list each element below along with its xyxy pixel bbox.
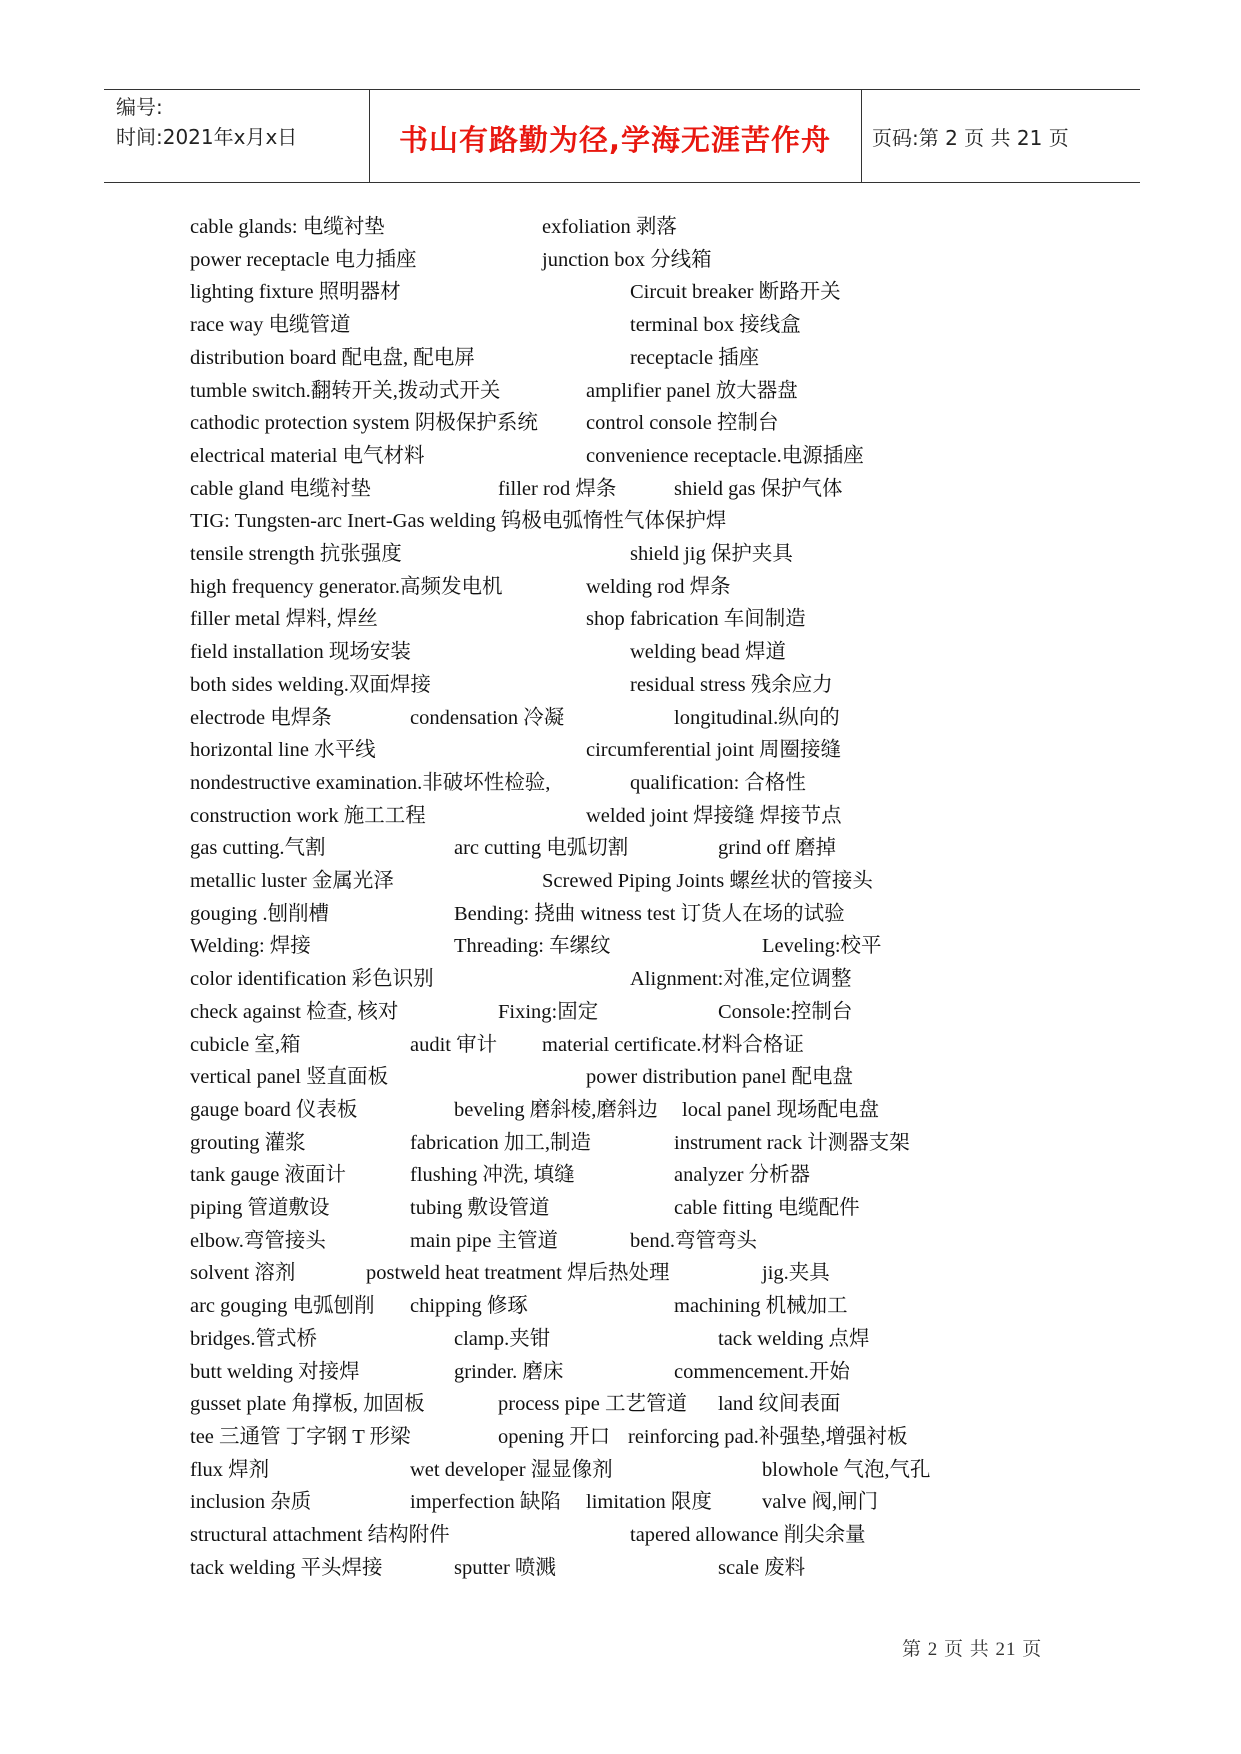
glossary-term: residual stress 残余应力 bbox=[630, 673, 833, 696]
glossary-term: cable glands: 电缆衬垫 bbox=[190, 216, 385, 238]
glossary-term: power distribution panel 配电盘 bbox=[586, 1066, 854, 1089]
glossary-term: beveling 磨斜棱,磨斜边 bbox=[454, 1098, 658, 1121]
glossary-term: cathodic protection system 阴极保护系统 bbox=[190, 412, 538, 435]
glossary-row bbox=[0, 1031, 1241, 1063]
glossary-term: fabrication 加工,制造 bbox=[410, 1131, 592, 1154]
glossary-term: main pipe 主管道 bbox=[410, 1229, 559, 1252]
glossary-term: condensation 冷凝 bbox=[410, 706, 565, 729]
glossary-term: piping 管道敷设 bbox=[190, 1197, 330, 1219]
glossary-term: scale 废料 bbox=[718, 1556, 806, 1579]
glossary-term: TIG: Tungsten-arc Inert-Gas welding 钨极电弧惰性气体保护焊 bbox=[190, 510, 727, 533]
glossary-term: welded joint 焊接缝 焊接节点 bbox=[586, 804, 842, 827]
glossary-term: terminal box 接线盒 bbox=[630, 314, 801, 337]
glossary-row bbox=[0, 1521, 1241, 1553]
glossary-term: tubing 敷设管道 bbox=[410, 1197, 550, 1219]
glossary-row bbox=[0, 932, 1241, 964]
glossary-row bbox=[0, 278, 1241, 310]
glossary-term: receptacle 插座 bbox=[630, 346, 760, 369]
glossary-row bbox=[0, 1129, 1241, 1161]
glossary-term: sputter 喷溅 bbox=[454, 1556, 556, 1579]
glossary-term: flux 焊剂 bbox=[190, 1458, 270, 1481]
document-number-label: 编号: bbox=[116, 95, 163, 119]
glossary-term: clamp.夹钳 bbox=[454, 1327, 551, 1350]
glossary-term: Welding: 焊接 bbox=[190, 935, 311, 958]
glossary-term: longitudinal.纵向的 bbox=[674, 706, 840, 729]
glossary-term: cable fitting 电缆配件 bbox=[674, 1197, 860, 1219]
glossary-term: arc cutting 电弧切割 bbox=[454, 837, 629, 860]
glossary-term: welding rod 焊条 bbox=[586, 575, 731, 598]
glossary-term: limitation 限度 bbox=[586, 1491, 712, 1514]
header-meta bbox=[116, 92, 297, 152]
glossary-row bbox=[0, 311, 1241, 343]
glossary-term: Leveling:校平 bbox=[762, 935, 882, 958]
glossary-term: filler rod 焊条 bbox=[498, 477, 617, 500]
glossary-term: shield jig 保护夹具 bbox=[630, 543, 793, 565]
glossary-term: exfoliation 剥落 bbox=[542, 216, 677, 238]
glossary-term: audit 审计 bbox=[410, 1033, 498, 1056]
glossary-term: opening 开口 bbox=[498, 1425, 611, 1448]
glossary-row bbox=[0, 1063, 1241, 1095]
glossary-term: color identification 彩色识别 bbox=[190, 968, 434, 991]
glossary-term: tank gauge 液面计 bbox=[190, 1164, 346, 1187]
glossary-term: structural attachment 结构附件 bbox=[190, 1524, 450, 1546]
glossary-term: valve 阀,闸门 bbox=[762, 1491, 879, 1514]
glossary-term: tapered allowance 削尖余量 bbox=[630, 1524, 866, 1546]
glossary-term: field installation 现场安装 bbox=[190, 641, 411, 664]
glossary-term: bridges.管式桥 bbox=[190, 1327, 317, 1350]
glossary-term: jig.夹具 bbox=[762, 1262, 830, 1285]
glossary-term: material certificate.材料合格证 bbox=[542, 1033, 804, 1056]
glossary-row bbox=[0, 442, 1241, 474]
glossary-row bbox=[0, 1488, 1241, 1520]
glossary-row bbox=[0, 769, 1241, 801]
glossary-row bbox=[0, 867, 1241, 899]
glossary-row bbox=[0, 605, 1241, 637]
glossary-term: gouging .刨削槽 bbox=[190, 902, 329, 925]
glossary-term: reinforcing pad.补强垫,增强衬板 bbox=[628, 1425, 908, 1448]
glossary-term: solvent 溶剂 bbox=[190, 1262, 296, 1285]
glossary-term: gusset plate 角撑板, 加固板 bbox=[190, 1393, 425, 1416]
glossary-row bbox=[0, 1161, 1241, 1193]
glossary-term: nondestructive examination.非破坏性检验, bbox=[190, 771, 551, 794]
glossary-term: metallic luster 金属光泽 bbox=[190, 870, 394, 892]
glossary-row bbox=[0, 409, 1241, 441]
glossary-term: grinder. 磨床 bbox=[454, 1360, 564, 1383]
glossary-term: grind off 磨掉 bbox=[718, 837, 837, 860]
glossary-row bbox=[0, 1390, 1241, 1422]
glossary-term: wet developer 湿显像剂 bbox=[410, 1458, 613, 1481]
glossary-term: vertical panel 竖直面板 bbox=[190, 1066, 389, 1089]
glossary-row bbox=[0, 573, 1241, 605]
glossary-term: lighting fixture 照明器材 bbox=[190, 281, 401, 304]
header-motto: 书山有路勤为径,学海无涯苦作舟 bbox=[398, 123, 832, 157]
glossary-term: process pipe 工艺管道 bbox=[498, 1393, 688, 1416]
glossary-row bbox=[0, 1227, 1241, 1259]
glossary-term: elbow.弯管接头 bbox=[190, 1229, 326, 1252]
glossary-term: amplifier panel 放大器盘 bbox=[586, 379, 798, 402]
glossary-term: power receptacle 电力插座 bbox=[190, 248, 417, 271]
glossary-row bbox=[0, 1194, 1241, 1226]
glossary-row bbox=[0, 704, 1241, 736]
glossary-row bbox=[0, 213, 1241, 245]
header-divider-right bbox=[861, 89, 862, 182]
glossary-term: qualification: 合格性 bbox=[630, 771, 806, 794]
glossary-term: electrical material 电气材料 bbox=[190, 444, 425, 467]
glossary-term: check against 检查, 核对 bbox=[190, 1000, 399, 1023]
glossary-row bbox=[0, 965, 1241, 997]
glossary-row bbox=[0, 1456, 1241, 1488]
glossary-row bbox=[0, 638, 1241, 670]
glossary-row bbox=[0, 475, 1241, 507]
document-time-label: 时间:2021年x月x日 bbox=[116, 125, 298, 149]
glossary-term: cubicle 室,箱 bbox=[190, 1033, 301, 1056]
glossary-term: flushing 冲洗, 填缝 bbox=[410, 1164, 575, 1187]
glossary-row bbox=[0, 736, 1241, 768]
glossary-row bbox=[0, 671, 1241, 703]
header-top-rule bbox=[104, 89, 1140, 90]
glossary-term: convenience receptacle.电源插座 bbox=[586, 444, 864, 467]
glossary-term: cable gland 电缆衬垫 bbox=[190, 477, 372, 500]
header-bottom-rule bbox=[104, 182, 1140, 183]
glossary-row bbox=[0, 802, 1241, 834]
glossary-term: Console:控制台 bbox=[718, 1000, 853, 1023]
glossary-row bbox=[0, 1554, 1241, 1586]
glossary-term: gas cutting.气割 bbox=[190, 837, 326, 860]
glossary-term: tensile strength 抗张强度 bbox=[190, 543, 402, 565]
glossary-row bbox=[0, 1259, 1241, 1291]
glossary-term: Circuit breaker 断路开关 bbox=[630, 281, 841, 304]
glossary-row bbox=[0, 1423, 1241, 1455]
glossary-term: tack welding 点焊 bbox=[718, 1327, 870, 1350]
glossary-row bbox=[0, 377, 1241, 409]
glossary-term: welding bead 焊道 bbox=[630, 641, 786, 664]
glossary-term: imperfection 缺陷 bbox=[410, 1491, 561, 1514]
glossary-term: Fixing:固定 bbox=[498, 1000, 599, 1023]
glossary-row bbox=[0, 1096, 1241, 1128]
glossary-term: arc gouging 电弧刨削 bbox=[190, 1295, 375, 1318]
glossary-row bbox=[0, 344, 1241, 376]
header-page-number: 页码:第 2 页 共 21 页 bbox=[872, 126, 1069, 150]
glossary-term: inclusion 杂质 bbox=[190, 1491, 312, 1514]
glossary-term: local panel 现场配电盘 bbox=[682, 1098, 879, 1121]
glossary-term: Bending: 挠曲 witness test 订货人在场的试验 bbox=[454, 902, 845, 925]
glossary-term: instrument rack 计测器支架 bbox=[674, 1131, 910, 1154]
glossary-term: tumble switch.翻转开关,拨动式开关 bbox=[190, 379, 501, 402]
glossary-term: blowhole 气泡,气孔 bbox=[762, 1458, 931, 1481]
page-footer: 第 2 页 共 21 页 bbox=[902, 1639, 1043, 1660]
glossary-row bbox=[0, 1325, 1241, 1357]
glossary-row bbox=[0, 998, 1241, 1030]
glossary-term: construction work 施工工程 bbox=[190, 804, 426, 827]
glossary-term: gauge board 仪表板 bbox=[190, 1098, 358, 1121]
glossary-term: chipping 修琢 bbox=[410, 1295, 528, 1318]
glossary-row bbox=[0, 834, 1241, 866]
glossary-row bbox=[0, 1358, 1241, 1390]
glossary-term: both sides welding.双面焊接 bbox=[190, 673, 431, 696]
glossary-row bbox=[0, 1292, 1241, 1324]
glossary-term: postweld heat treatment 焊后热处理 bbox=[366, 1262, 670, 1285]
glossary-term: horizontal line 水平线 bbox=[190, 739, 376, 762]
glossary-term: race way 电缆管道 bbox=[190, 314, 351, 337]
glossary-term: butt welding 对接焊 bbox=[190, 1360, 360, 1383]
glossary-term: commencement.开始 bbox=[674, 1360, 850, 1383]
glossary-term: Screwed Piping Joints 螺丝状的管接头 bbox=[542, 870, 873, 892]
glossary-row bbox=[0, 246, 1241, 278]
glossary-term: Alignment:对准,定位调整 bbox=[630, 968, 852, 991]
glossary-row bbox=[0, 507, 1241, 539]
glossary-term: grouting 灌浆 bbox=[190, 1131, 306, 1154]
glossary-term: bend.弯管弯头 bbox=[630, 1229, 757, 1252]
glossary-term: distribution board 配电盘, 配电屏 bbox=[190, 346, 475, 369]
glossary-term: tee 三通管 丁字钢 T 形梁 bbox=[190, 1425, 411, 1448]
glossary-term: junction box 分线箱 bbox=[542, 248, 712, 271]
glossary-term: Threading: 车缧纹 bbox=[454, 935, 611, 958]
glossary-row bbox=[0, 900, 1241, 932]
glossary-term: circumferential joint 周圈接缝 bbox=[586, 739, 842, 762]
glossary-term: filler metal 焊料, 焊丝 bbox=[190, 608, 378, 631]
glossary-row bbox=[0, 540, 1241, 572]
glossary-term: analyzer 分析器 bbox=[674, 1164, 811, 1187]
glossary-term: shield gas 保护气体 bbox=[674, 477, 843, 500]
glossary-term: tack welding 平头焊接 bbox=[190, 1556, 383, 1579]
glossary-term: high frequency generator.高频发电机 bbox=[190, 575, 503, 598]
glossary-term: electrode 电焊条 bbox=[190, 706, 332, 729]
glossary-term: shop fabrication 车间制造 bbox=[586, 608, 806, 631]
glossary-term: land 纹间表面 bbox=[718, 1393, 841, 1416]
glossary-term: control console 控制台 bbox=[586, 412, 779, 435]
glossary-term: machining 机械加工 bbox=[674, 1295, 848, 1318]
